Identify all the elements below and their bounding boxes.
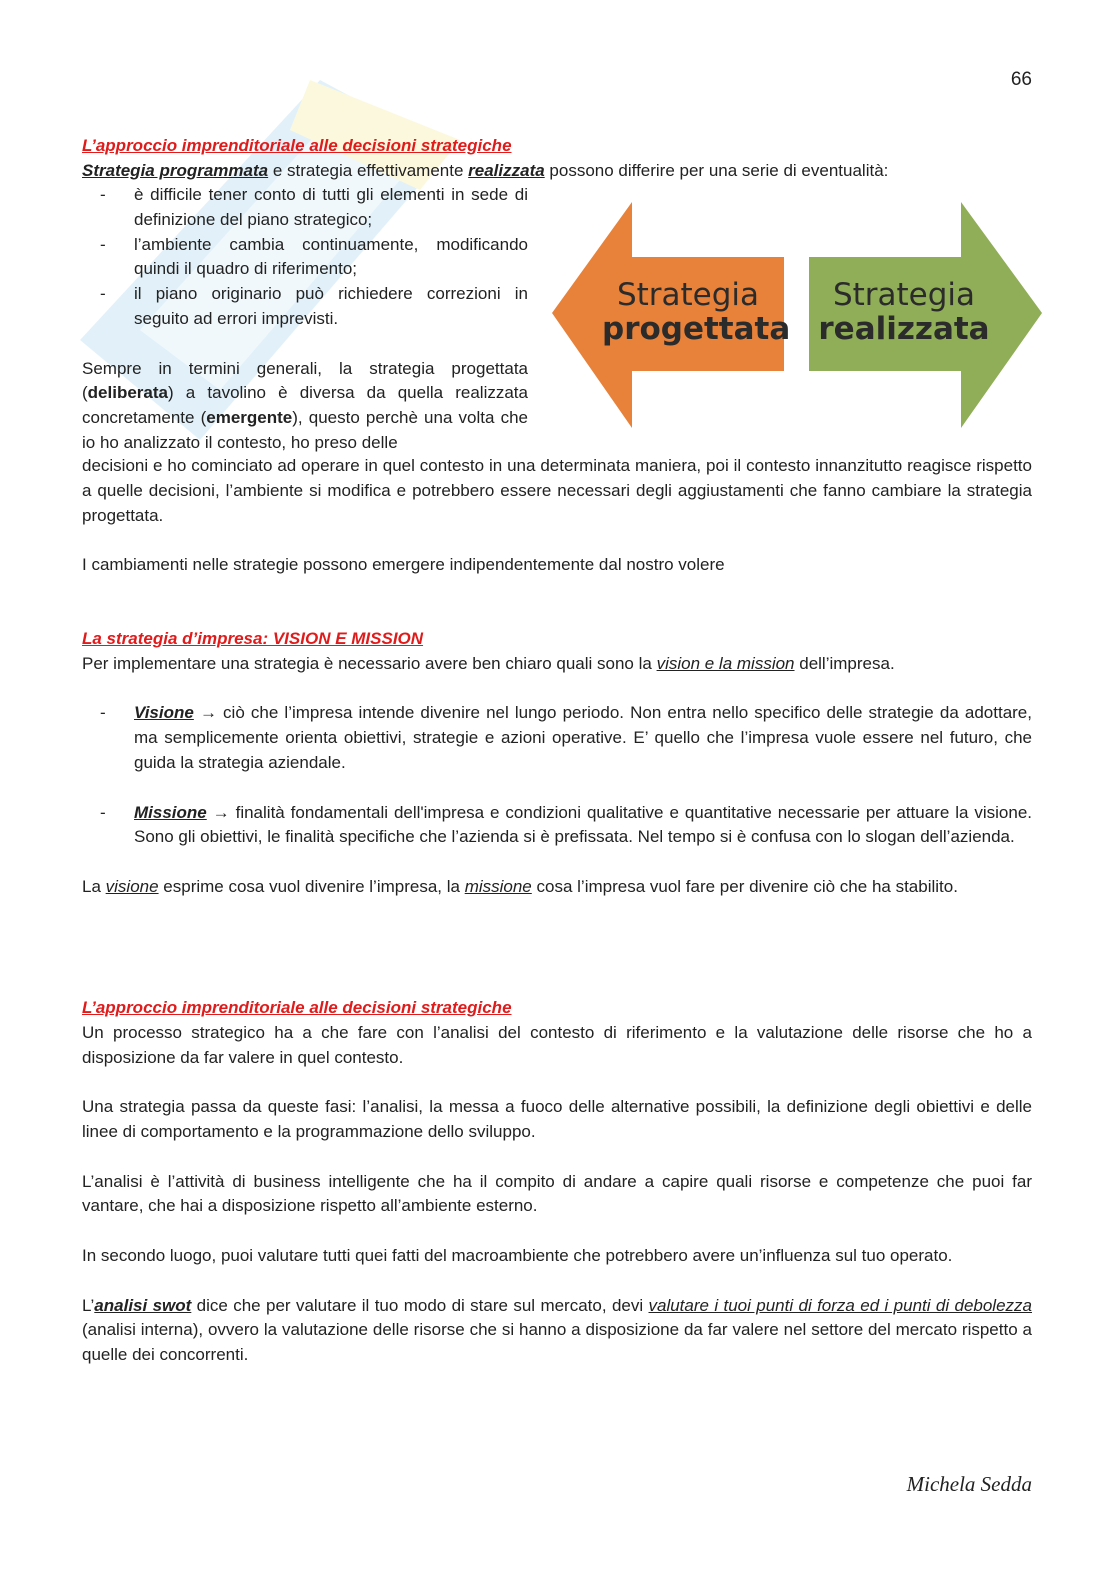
- paragraph-continued: decisioni e ho cominciato ad operare in quel contesto in una determinata maniera, poi il contesto innanzitutto reagisce rispetto a quelle decisioni, l’ambiente si modifica e potrebbero essere necessari degli aggiustamenti che fanno cambiare la strategia progettata.: [82, 456, 1032, 525]
- list-item: - è difficile tener conto di tutti gli elementi in sede di definizione del piano strategico;: [82, 183, 528, 233]
- list-item: - l’ambiente cambia continuamente, modificando quindi il quadro di riferimento;: [82, 233, 528, 283]
- eventualities-list: [82, 183, 528, 332]
- page-number: 66: [1010, 69, 1032, 90]
- paragraph: L’analisi è l’attività di business intelligente che ha il compito di andare a capire quali risorse e competenze che puoi far vantare, che hai a disposizione rispetto all’ambiente esterno.: [82, 1171, 1032, 1216]
- section-vision-mission: [82, 627, 1032, 900]
- paragraph: In secondo luogo, puoi valutare tutti quei fatti del macroambiente che potrebbero avere un’influenza sul tuo operato.: [82, 1245, 953, 1265]
- paragraph: Una strategia passa da queste fasi: l’analisi, la messa a fuoco delle alternative possibili, la definizione degli obiettivi e delle linee di comportamento e la programmazione dello sviluppo.: [82, 1097, 1032, 1141]
- term-realizzata: realizzata: [468, 160, 545, 180]
- section-heading: L’approccio imprenditoriale alle decisioni strategiche: [82, 136, 512, 155]
- term-missione-summary: missione: [464, 876, 532, 896]
- paragraph-swot: L’analisi swot dice che per valutare il tuo modo di stare sul mercato, devi valutare i tuoi punti di forza ed i punti di debolezza (analisi interna), ovvero la valutazione delle risorse che si hanno a disposizione da far valere nel settore del mercato rispetto a quelle dei concorrenti.: [82, 1295, 1032, 1365]
- vision-mission-list: [82, 701, 1032, 850]
- paragraph: Un processo strategico ha a che fare con l’analisi del contesto di riferimento e la valutazione delle risorse che ho a disposizione da far valere in quel contesto.: [82, 1022, 1032, 1067]
- term-visione: Visione: [134, 703, 194, 723]
- term-analisi-swot: analisi swot: [94, 1295, 192, 1315]
- term-emergente: emergente: [206, 408, 293, 428]
- section-strategic-process: [82, 996, 1032, 1368]
- list-item-mission: - Missione → finalità fondamentali dell'impresa e condizioni qualitative e quantitative necessarie per attuare la visione. Sono gli obiettivi, le finalità specifiche che l’azienda si è prefissata. Nel tempo si è confusa con lo slogan dell’azienda.: [82, 801, 1032, 851]
- list-item: - il piano originario può richiedere correzioni in seguito ad errori imprevisti.: [82, 282, 528, 332]
- section-heading: L’approccio imprenditoriale alle decisioni strategiche: [82, 998, 512, 1017]
- left-column: [82, 183, 528, 456]
- term-deliberata: deliberata: [87, 383, 168, 403]
- paragraph-continued-block: [82, 454, 1032, 578]
- term-vision-mission: vision e la mission: [656, 653, 795, 673]
- strategy-arrows-diagram: [552, 200, 1042, 430]
- section-intro: Strategia programmata e strategia effettivamente realizzata possono differire per una serie di eventualità:: [82, 160, 889, 180]
- section-strategy-approach: [82, 134, 1032, 184]
- author-signature: Michela Sedda: [906, 1472, 1032, 1496]
- summary-paragraph: La visione esprime cosa vuol divenire l’impresa, la missione cosa l’impresa vuol fare per divenire ciò che ha stabilito.: [82, 876, 958, 896]
- right-arrow-label: Strategia realizzata: [818, 277, 990, 347]
- closing-sentence: I cambiamenti nelle strategie possono emergere indipendentemente dal nostro volere: [82, 555, 725, 575]
- list-item-vision: - Visione → ciò che l’impresa intende divenire nel lungo periodo. Non entra nello specifico delle strategie da adottare, ma semplicemente orienta obiettivi, strategie e azioni operative. E’ quello che l’impresa vuole essere nel futuro, che guida la strategia aziendale.: [82, 701, 1032, 775]
- section-intro: Per implementare una strategia è necessario avere ben chiaro quali sono la vision e la mission dell’impresa.: [82, 653, 895, 673]
- term-punti-forza-debolezza: valutare i tuoi punti di forza ed i punti di debolezza: [648, 1295, 1032, 1315]
- term-strategia-programmata: Strategia programmata: [82, 160, 269, 180]
- left-arrow-label: Strategia progettata: [602, 277, 791, 347]
- section-heading: La strategia d’impresa: VISION E MISSION: [82, 629, 424, 648]
- term-missione: Missione: [134, 802, 207, 822]
- paragraph-deliberata: Sempre in termini generali, la strategia progettata (deliberata) a tavolino è diversa da quella realizzata concretamente (emergente), questo perchè una volta che io ho analizzato il contesto, ho preso delle: [82, 358, 528, 452]
- term-visione-summary: visione: [105, 876, 159, 896]
